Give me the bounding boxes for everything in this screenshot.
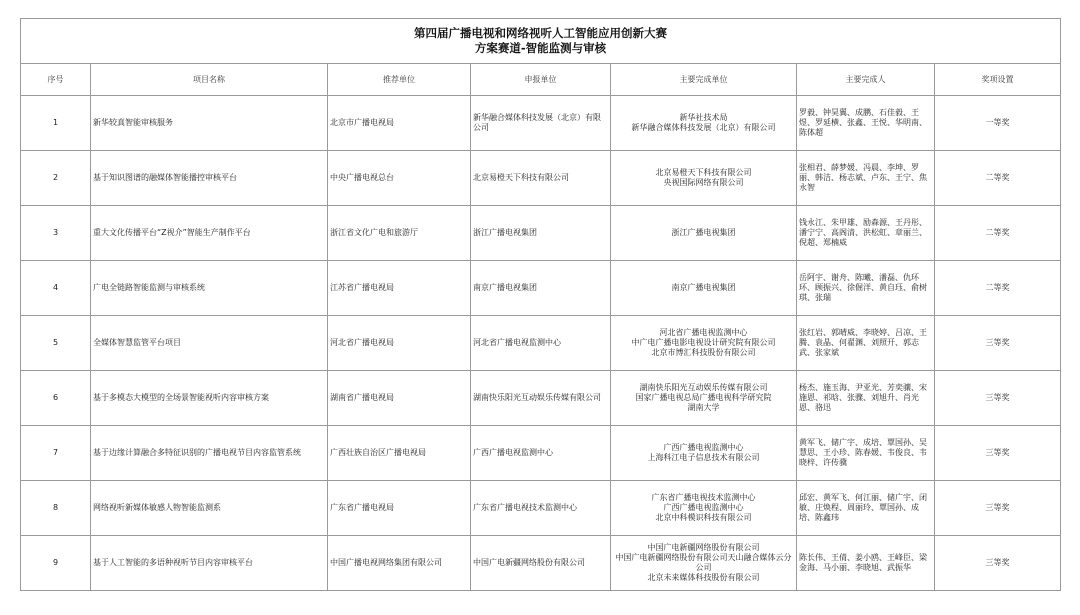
cell-award: 二等奖 xyxy=(935,151,1061,206)
cell-index: 6 xyxy=(21,371,91,426)
main-unit-line: 新华社技术局 xyxy=(679,113,728,122)
cell-index: 1 xyxy=(21,96,91,151)
cell-award: 三等奖 xyxy=(935,316,1061,371)
cell-main-people: 张相君、薛梦媛、冯晨、李坤、罗丽、韩洁、杨志斌、卢东、王宁、焦永智 xyxy=(797,151,935,206)
cell-award: 二等奖 xyxy=(935,261,1061,316)
cell-award: 三等奖 xyxy=(935,536,1061,591)
cell-main-people: 黄军飞、储广宇、成培、覃国孙、吴慧思、王小珍、陈春媛、韦俊良、韦晓梓、许传骥 xyxy=(797,426,935,481)
main-unit-line: 国家广播电视总局广播电视科学研究院 xyxy=(635,393,772,402)
main-unit-line: 上海科江电子信息技术有限公司 xyxy=(647,453,760,462)
cell-award: 一等奖 xyxy=(935,96,1061,151)
table-row xyxy=(21,151,1061,206)
cell-main-people: 岳阿宇、谢舟、陈曦、潘磊、仇环环、顾振兴、徐倔洋、黄自珏、俞树琪、张瑞 xyxy=(797,261,935,316)
header-applicant: 申报单位 xyxy=(471,64,611,96)
cell-index: 3 xyxy=(21,206,91,261)
header-recommender: 推荐单位 xyxy=(328,64,471,96)
header-index: 序号 xyxy=(21,64,91,96)
cell-applicant: 广东省广播电视技术监测中心 xyxy=(471,481,611,536)
main-unit-line: 广西广播电视监测中心 xyxy=(663,503,744,512)
table-row xyxy=(21,481,1061,536)
cell-project: 基于多模态大模型的全场景智能视听内容审核方案 xyxy=(91,371,328,426)
table-row xyxy=(21,261,1061,316)
cell-main-units xyxy=(611,371,797,426)
cell-main-people: 陈长伟、王倩、姜小鸥、王峰臣、梁金海、马小丽、李晓旭、武振华 xyxy=(797,536,935,591)
cell-main-people: 钱永江、朱甲雄、励森源、王丹彤、潘宁宁、高阁清、洪松虹、章丽兰、倪超、郑楠威 xyxy=(797,206,935,261)
cell-index: 9 xyxy=(21,536,91,591)
cell-project: 基于边缘计算融合多特征识别的广播电视节目内容监管系统 xyxy=(91,426,328,481)
main-unit-line: 广东省广播电视技术监测中心 xyxy=(651,493,756,502)
cell-applicant: 南京广播电视集团 xyxy=(471,261,611,316)
cell-applicant: 湖南快乐阳光互动娱乐传媒有限公司 xyxy=(471,371,611,426)
cell-project: 全媒体智慧监管平台项目 xyxy=(91,316,328,371)
cell-main-units xyxy=(611,151,797,206)
cell-main-units xyxy=(611,426,797,481)
main-unit-line: 北京市博汇科技股份有限公司 xyxy=(651,348,756,357)
main-unit-line: 新华融合媒体科技发展（北京）有限公司 xyxy=(631,123,776,132)
header-main-people: 主要完成人 xyxy=(797,64,935,96)
award-table xyxy=(20,18,1061,591)
header-main-units: 主要完成单位 xyxy=(611,64,797,96)
cell-applicant: 中国广电新疆网络股份有限公司 xyxy=(471,536,611,591)
cell-main-units xyxy=(611,206,797,261)
header-award: 奖项设置 xyxy=(935,64,1061,96)
table-row xyxy=(21,536,1061,591)
main-unit-line: 中国广电新疆网络股份有限公司 xyxy=(647,543,760,552)
title-line-2: 方案赛道-智能监测与审核 xyxy=(474,41,607,55)
main-unit-line: 河北省广播电视监测中心 xyxy=(659,328,748,337)
cell-recommender: 中央广播电视总台 xyxy=(328,151,471,206)
cell-project: 网络视听新媒体敏感人物智能监测系 xyxy=(91,481,328,536)
cell-applicant: 新华融合媒体科技发展（北京）有限公司 xyxy=(471,96,611,151)
cell-main-units xyxy=(611,261,797,316)
cell-index: 8 xyxy=(21,481,91,536)
cell-recommender: 江苏省广播电视局 xyxy=(328,261,471,316)
cell-project: 重大文化传播平台“Z视介”智能生产制作平台 xyxy=(91,206,328,261)
main-unit-line: 北京中科模识科技有限公司 xyxy=(655,513,752,522)
table-row xyxy=(21,426,1061,481)
cell-applicant: 广西广播电视监测中心 xyxy=(471,426,611,481)
cell-project: 基于人工智能的多语种视听节目内容审核平台 xyxy=(91,536,328,591)
main-unit-line: 中广电广播电影电视设计研究院有限公司 xyxy=(631,338,776,347)
main-unit-line: 北京易橙天下科技有限公司 xyxy=(655,168,752,177)
cell-project: 基于知识图谱的融媒体智能播控审核平台 xyxy=(91,151,328,206)
cell-index: 4 xyxy=(21,261,91,316)
cell-applicant: 河北省广播电视监测中心 xyxy=(471,316,611,371)
cell-recommender: 北京市广播电视局 xyxy=(328,96,471,151)
cell-main-people: 杨杰、施玉海、尹亚光、芳奕骧、宋施恩、祁晗、张骤、刘旭升、肖光恩、骆迅 xyxy=(797,371,935,426)
cell-recommender: 广西壮族自治区广播电视局 xyxy=(328,426,471,481)
cell-applicant: 北京易橙天下科技有限公司 xyxy=(471,151,611,206)
cell-recommender: 中国广播电视网络集团有限公司 xyxy=(328,536,471,591)
cell-index: 2 xyxy=(21,151,91,206)
table-row xyxy=(21,96,1061,151)
main-unit-line: 湖南快乐阳光互动娱乐传媒有限公司 xyxy=(639,383,768,392)
cell-index: 5 xyxy=(21,316,91,371)
main-unit-line: 中国广电新疆网络股份有限公司天山融合媒体云分公司 xyxy=(615,553,792,572)
cell-recommender: 湖南省广播电视局 xyxy=(328,371,471,426)
cell-index: 7 xyxy=(21,426,91,481)
table-body xyxy=(21,96,1061,591)
cell-main-people: 张红岩、郭晴威、李晓婷、吕凉、王腾、袁晶、何翟渊、刘照开、郭志武、张家斌 xyxy=(797,316,935,371)
cell-applicant: 浙江广播电视集团 xyxy=(471,206,611,261)
main-unit-line: 浙江广播电视集团 xyxy=(671,228,736,237)
table-title xyxy=(21,19,1061,64)
cell-recommender: 广东省广播电视局 xyxy=(328,481,471,536)
cell-recommender: 河北省广播电视局 xyxy=(328,316,471,371)
cell-award: 三等奖 xyxy=(935,481,1061,536)
title-line-1: 第四届广播电视和网络视听人工智能应用创新大赛 xyxy=(414,26,668,40)
cell-main-people: 邱宏、黄军飞、何江丽、储广宇、闭敏、庄焕程、周丽玲、覃国孙、成培、陈鑫玮 xyxy=(797,481,935,536)
cell-main-units xyxy=(611,96,797,151)
cell-main-units xyxy=(611,536,797,591)
main-unit-line: 北京未来媒体科技股份有限公司 xyxy=(647,573,760,582)
main-unit-line: 南京广播电视集团 xyxy=(671,283,736,292)
cell-main-units xyxy=(611,481,797,536)
cell-recommender: 浙江省文化广电和旅游厅 xyxy=(328,206,471,261)
cell-project: 广电全链路智能监测与审核系统 xyxy=(91,261,328,316)
main-unit-line: 央视国际网络有限公司 xyxy=(663,178,744,187)
cell-project: 新华较真智能审核服务 xyxy=(91,96,328,151)
header-project: 项目名称 xyxy=(91,64,328,96)
main-unit-line: 湖南大学 xyxy=(687,403,720,412)
header-row xyxy=(21,64,1061,96)
cell-main-people: 罗毅、钟昊翼、成鹏、石佳毅、王煜、罗延横、张鑫、王悦、华明南、陈体超 xyxy=(797,96,935,151)
table-row xyxy=(21,371,1061,426)
table-row xyxy=(21,316,1061,371)
cell-main-units xyxy=(611,316,797,371)
cell-award: 三等奖 xyxy=(935,426,1061,481)
table-row xyxy=(21,206,1061,261)
cell-award: 二等奖 xyxy=(935,206,1061,261)
main-unit-line: 广西广播电视监测中心 xyxy=(663,443,744,452)
award-table-sheet xyxy=(20,18,1060,591)
cell-award: 三等奖 xyxy=(935,371,1061,426)
